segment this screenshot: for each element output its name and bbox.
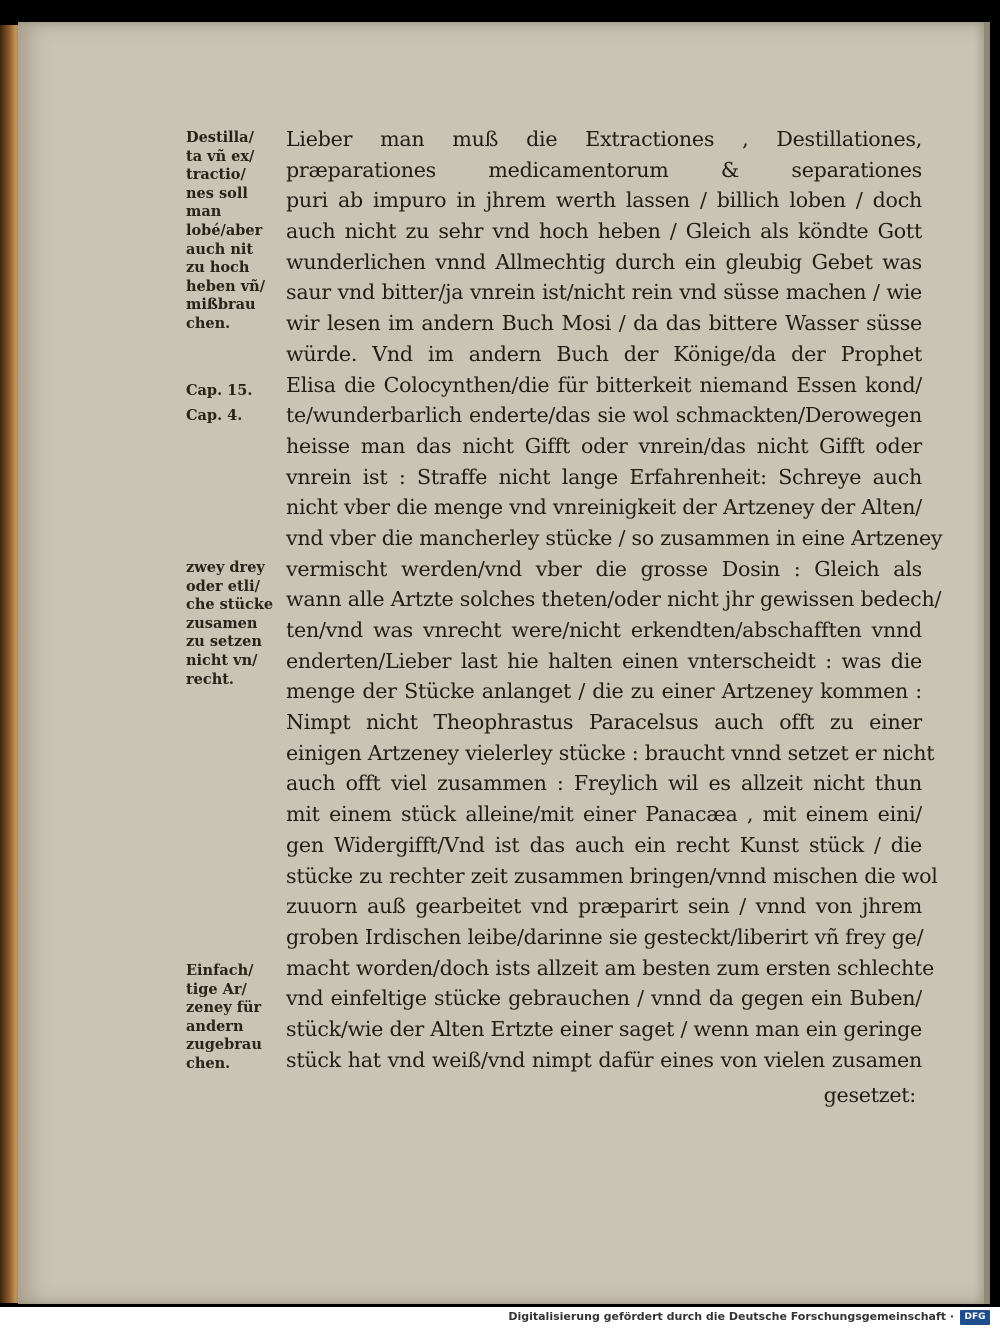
text-line: auch offt viel zusammen : Freylich wil es allzeit nicht thun — [286, 771, 922, 796]
text-line: vermischt werden/vnd vber die grosse Dosin : Gleich als — [286, 556, 922, 581]
margin-note-line: zeney für — [186, 999, 262, 1017]
text-line: vnrein ist : Straffe nicht lange Erfahrenheit: Schreye auch — [286, 464, 922, 489]
text-line: wann alle Artzte solches theten/oder nicht jhr gewissen bedech/ — [286, 587, 942, 612]
margin-note-line: oder etli/ — [186, 577, 260, 595]
dfg-logo: DFG — [960, 1310, 990, 1325]
text-line: auch nicht zu sehr vnd hoch heben / Gleich als köndte Gott — [286, 219, 922, 244]
text-line: macht worden/doch ists allzeit am besten zum ersten schlechte — [286, 955, 935, 980]
footer-bar — [0, 1307, 1000, 1329]
text-line: nicht vber die menge vnd vnreinigkeit der Artzeney der Alten/ — [286, 495, 922, 520]
margin-note-line: mißbrau — [186, 296, 256, 314]
margin-note-line: man — [186, 203, 222, 221]
text-line: gen Widergifft/Vnd ist das auch ein recht Kunst stück / die — [286, 832, 922, 857]
text-line: præparationes medicamentorum & separationes — [286, 157, 922, 182]
text-line: zuuorn auß gearbeitet vnd præparirt sein / vnnd von jhrem — [286, 894, 922, 919]
margin-note-line: che stücke — [186, 596, 274, 614]
margin-notes — [186, 0, 286, 1329]
margin-note-cap15 — [186, 382, 286, 401]
margin-note-line: Cap. 4. — [186, 407, 243, 424]
text-line: vnd einfeltige stücke gebrauchen / vnnd da gegen ein Buben/ — [286, 986, 922, 1011]
margin-note-line: zugebrau — [186, 1036, 262, 1054]
margin-note-line: tige Ar/ — [186, 980, 247, 998]
text-line: enderten/Lieber last hie halten einen vnterscheidt : was die — [286, 648, 922, 673]
catchword: gesetzet: — [823, 1083, 916, 1107]
margin-note-line: auch nit — [186, 240, 254, 258]
margin-note-line: Einfach/ — [186, 962, 254, 979]
margin-note-einfachtige — [186, 962, 286, 1074]
text-line: mit einem stück alleine/mit einer Panacæa , mit einem eini/ — [286, 802, 922, 827]
margin-note-cap4 — [186, 407, 286, 426]
margin-note-zwey-drey — [186, 559, 286, 689]
text-line: stück hat vnd weiß/vnd nimpt dafür eines von vielen zusamen — [286, 1047, 922, 1072]
page-edge — [984, 22, 990, 1304]
margin-note-line: chen. — [186, 314, 231, 332]
margin-note-line: andern — [186, 1017, 244, 1035]
text-line: Nimpt nicht Theophrastus Paracelsus auch offt zu einer — [286, 710, 922, 735]
text-line: einigen Artzeney vielerley stücke : braucht vnnd setzet er nicht — [286, 740, 935, 765]
text-line: wir lesen im andern Buch Mosi / da das bittere Wasser süsse — [286, 311, 922, 336]
margin-note-line: zu setzen — [186, 633, 262, 651]
margin-note-line: zwey drey — [186, 559, 265, 576]
margin-note-line: zusamen — [186, 614, 258, 632]
text-line: Elisa die Colocynthen/die für bitterkeit niemand Essen kond/ — [286, 372, 922, 397]
margin-note-line: ta vñ ex/ — [186, 147, 255, 165]
margin-note-line: nicht vn/ — [186, 651, 258, 669]
margin-note-line: zu hoch — [186, 259, 250, 277]
margin-note-line: chen. — [186, 1054, 231, 1072]
text-line: ten/vnd was vnrecht were/nicht erkendten/abschafften vnnd — [286, 618, 922, 642]
footer-credit: Digitalisierung gefördert durch die Deutsche Forschungsgemeinschaft · — [508, 1310, 954, 1323]
text-line: vnd vber die mancherley stücke / so zusammen in eine Artzeney — [286, 525, 943, 550]
text-line: te/wunderbarlich enderte/das sie wol schmackten/Derowegen — [286, 403, 922, 428]
text-line: würde. Vnd im andern Buch der Könige/da der Prophet — [286, 341, 922, 366]
margin-note-line: Cap. 15. — [186, 382, 253, 399]
text-line: stücke zu rechter zeit zusammen bringen/vnnd mischen die wol — [286, 863, 938, 888]
text-line: wunderlichen vnnd Allmechtig durch ein gleubig Gebet was — [286, 249, 922, 274]
text-line: saur vnd bitter/ja vnrein ist/nicht rein vnd süsse machen / wie — [286, 280, 922, 305]
margin-note-destillata — [186, 129, 286, 334]
text-line: stück/wie der Alten Ertzte einer saget / wenn man ein geringe — [286, 1016, 922, 1041]
text-line: groben Irdischen leibe/darinne sie gesteckt/liberirt vñ frey ge/ — [286, 924, 924, 949]
margin-note-line: lobé/aber — [186, 221, 263, 239]
margin-note-line: recht. — [186, 670, 234, 688]
text-line: menge der Stücke anlanget / die zu einer Artzeney kommen : — [286, 679, 922, 704]
text-line: puri ab impuro in jhrem werth lassen / billich loben / doch — [286, 188, 922, 213]
text-line: heisse man das nicht Gifft oder vnrein/das nicht Gifft oder — [286, 433, 922, 458]
margin-note-line: tractio/ — [186, 166, 246, 184]
body-text — [286, 124, 943, 1075]
margin-note-line: nes soll — [186, 184, 248, 202]
text-line: Lieber man muß die Extractiones , Destillationes, — [286, 127, 922, 151]
margin-note-line: Destilla/ — [186, 129, 254, 146]
margin-note-line: heben vñ/ — [186, 277, 265, 295]
